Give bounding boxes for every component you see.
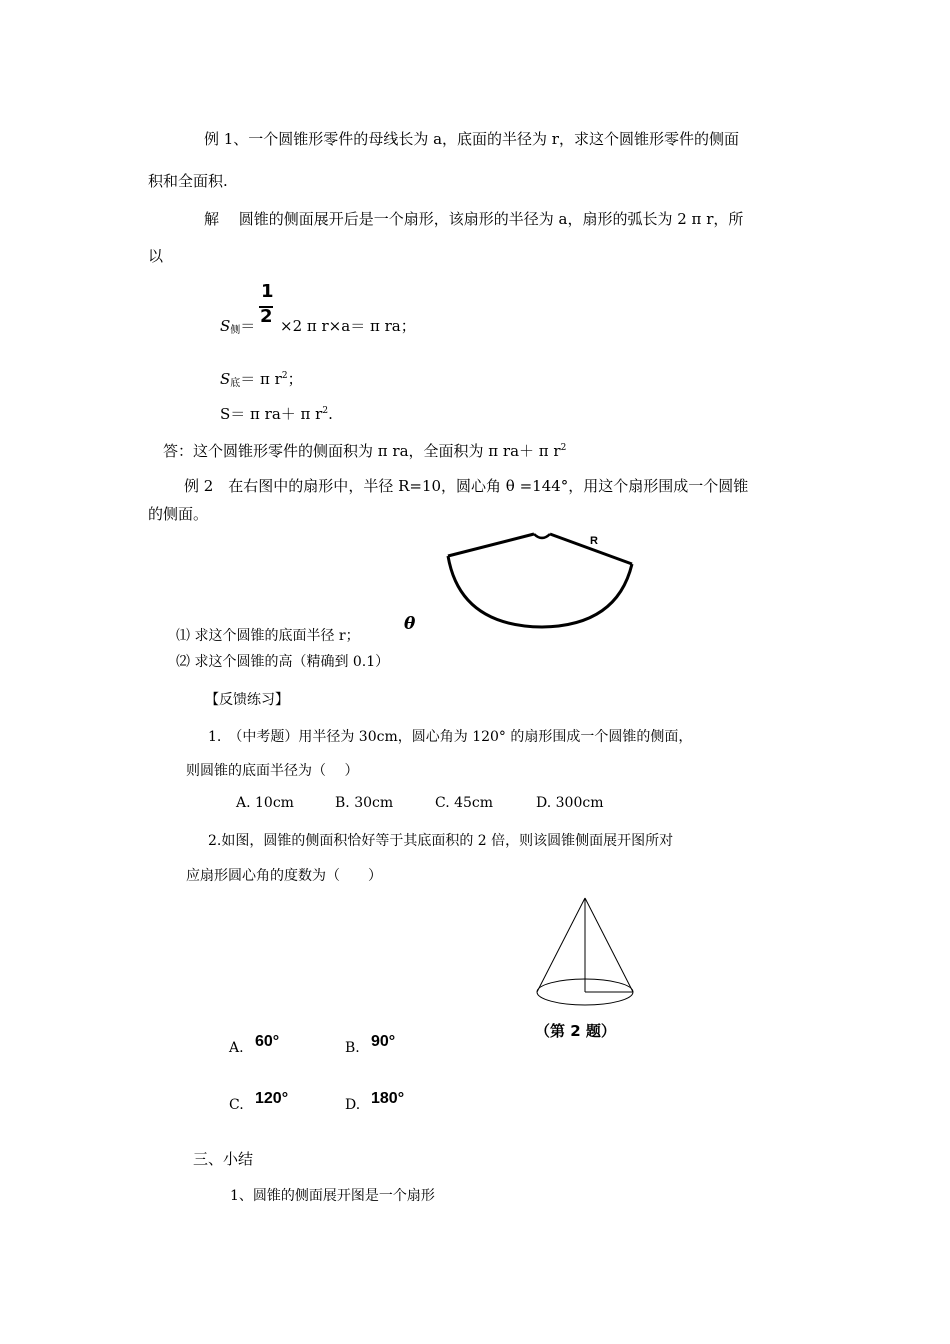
answer-sup: 2 — [560, 443, 567, 453]
formula-side-area — [220, 315, 255, 336]
sector-radius-label: R — [590, 535, 598, 547]
sector-left-radius — [448, 534, 534, 556]
problem2-option-d-value: 180° — [371, 1090, 405, 1107]
formula-base-end: ； — [287, 370, 303, 388]
example1-line1: 例 1、一个圆锥形零件的母线长为 a，底面的半径为 r，求这个圆锥形零件的侧面 — [204, 130, 739, 148]
formula-total-end: . — [328, 405, 333, 423]
fraction-numerator: 1 — [261, 281, 274, 302]
problem2-option-a-letter: A. — [229, 1040, 244, 1056]
problem1-option-b: B. 30cm — [335, 795, 394, 811]
formula-base-area — [220, 368, 303, 389]
sector-figure — [442, 526, 642, 636]
problem1-line2: 则圆锥的底面半径为（ ） — [186, 763, 359, 779]
problem2-line2: 应扇形圆心角的度数为（ ） — [186, 868, 382, 884]
fraction-denominator: 2 — [260, 306, 273, 327]
example2-line1: 例 2 在右图中的扇形中，半径 R=10，圆心角 θ =144°，用这个扇形围成一个圆锥 — [184, 477, 749, 495]
solution-line1: 解 圆锥的侧面展开后是一个扇形，该扇形的半径为 a，扇形的弧长为 2 π r，所 — [204, 210, 744, 228]
formula-base-sub: 底 — [230, 378, 241, 389]
formula-base-rest: ＝ π r — [240, 370, 282, 388]
answer-line — [163, 440, 566, 461]
problem2-option-c-value: 120° — [255, 1090, 289, 1107]
problem2-option-d-letter: D. — [345, 1097, 361, 1113]
formula-base-s: S — [220, 370, 231, 388]
figure2-caption: （第 2 题） — [535, 1022, 616, 1040]
formula-total-area — [220, 403, 333, 424]
answer-text: 答：这个圆锥形零件的侧面积为 π ra，全面积为 π ra＋ π r — [163, 442, 561, 460]
formula-side-s: S — [220, 317, 231, 335]
cone-right-slant — [585, 898, 633, 992]
solution-line2: 以 — [148, 247, 164, 265]
example2-line2: 的侧面。 — [148, 505, 209, 523]
question2: ⑵ 求这个圆锥的高（精确到 0.1） — [176, 654, 390, 670]
formula-total-main: S＝ π ra＋ π r — [220, 405, 323, 423]
question1: ⑴ 求这个圆锥的底面半径 r； — [176, 628, 360, 644]
formula-side-eq: ＝ — [240, 317, 256, 335]
sector-outer-arc — [448, 556, 632, 627]
problem1-option-d: D. 300cm — [536, 795, 604, 811]
theta-symbol: θ — [404, 614, 416, 634]
problem2-line1: 2.如图，圆锥的侧面积恰好等于其底面积的 2 倍，则该圆锥侧面展开图所对 — [208, 833, 674, 849]
formula-total-sup: 2 — [322, 406, 329, 416]
problem1-option-c: C. 45cm — [435, 795, 494, 811]
problem1-option-a: A. 10cm — [236, 795, 294, 811]
sector-angle-arc — [534, 534, 550, 538]
formula-side-tail: ×2 π r×a＝ π ra； — [280, 317, 416, 335]
problem2-option-a-value: 60° — [255, 1033, 280, 1050]
example1-line2: 积和全面积. — [148, 172, 228, 190]
cone-left-slant — [537, 898, 585, 992]
formula-side-sub: 侧 — [230, 325, 241, 336]
cone-figure — [530, 892, 640, 1012]
problem2-option-c-letter: C. — [229, 1097, 244, 1113]
feedback-title: 【反馈练习】 — [205, 692, 289, 708]
formula-base-sup: 2 — [281, 371, 288, 381]
problem2-option-b-value: 90° — [371, 1033, 396, 1050]
summary-item1: 1、圆锥的侧面展开图是一个扇形 — [230, 1188, 435, 1204]
summary-title: 三、小结 — [193, 1150, 254, 1168]
problem1-line1: 1. （中考题）用半径为 30cm，圆心角为 120° 的扇形围成一个圆锥的侧面， — [208, 729, 693, 745]
problem2-option-b-letter: B. — [345, 1040, 360, 1056]
